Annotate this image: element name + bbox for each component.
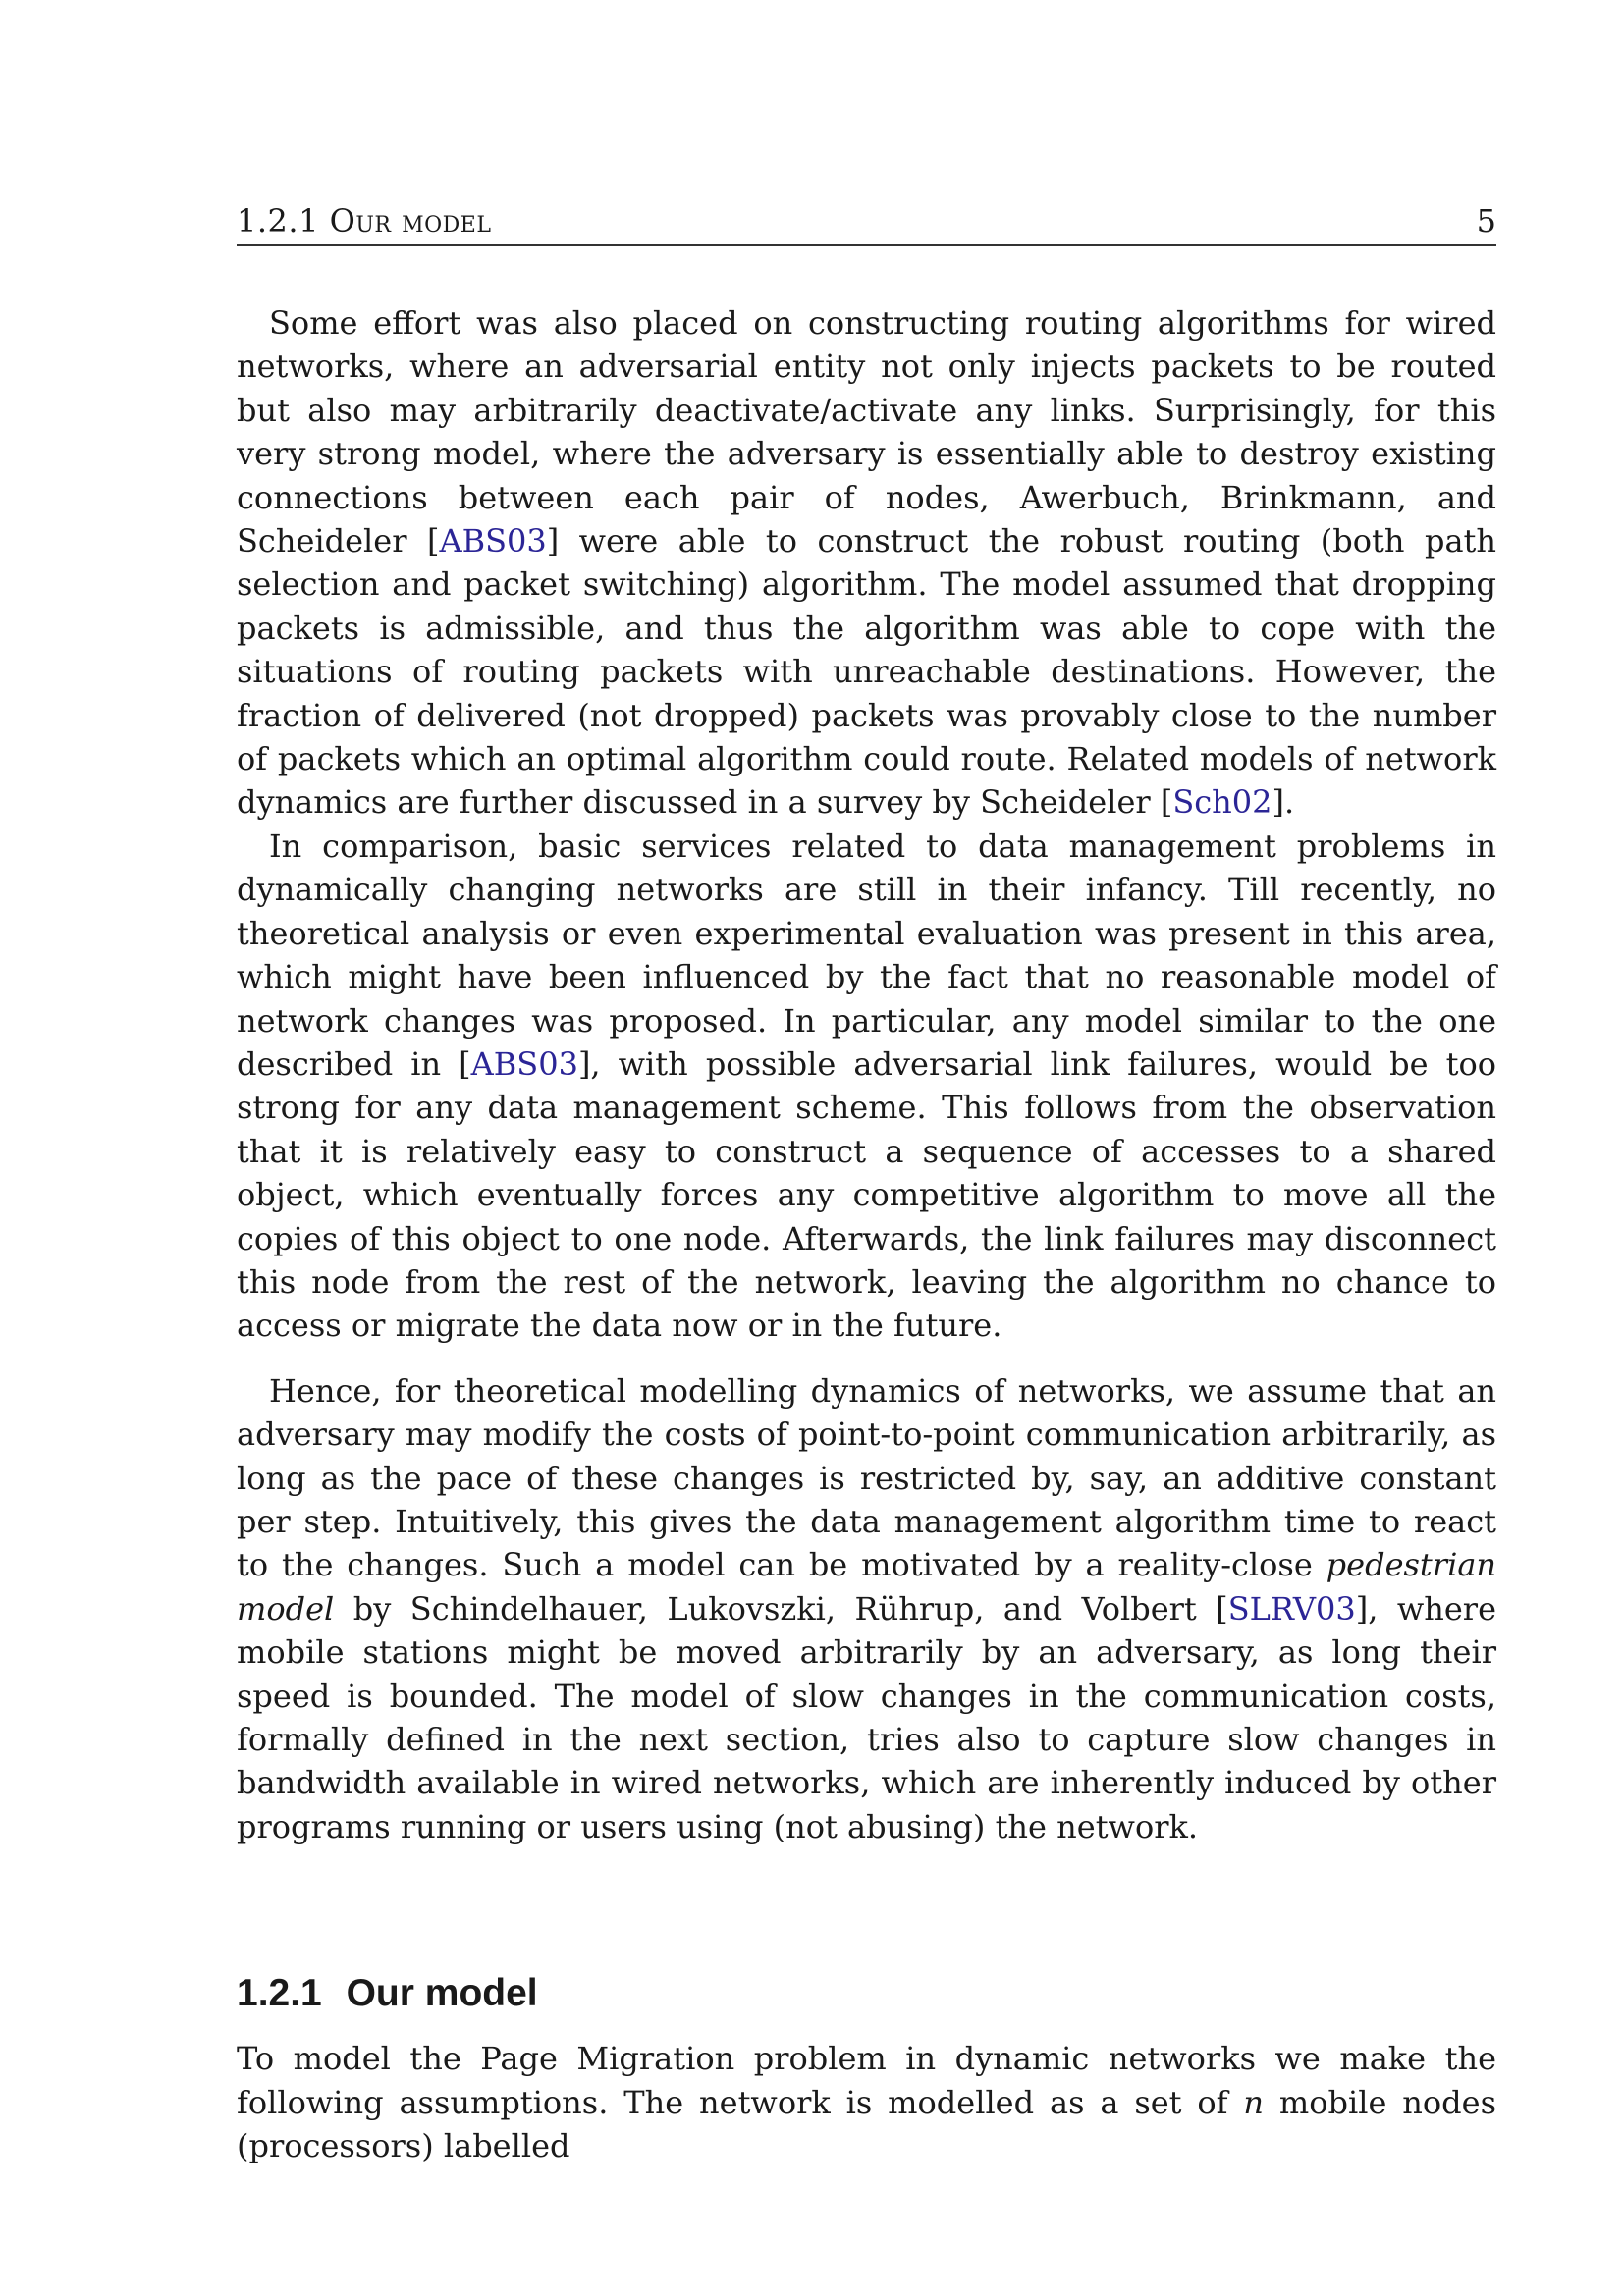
subsection-title: Our model — [346, 1972, 538, 2015]
running-header — [237, 201, 1496, 246]
emphasis-text: pedestrian model — [237, 1546, 1496, 1628]
citation-link[interactable]: ABS03 — [439, 522, 547, 561]
paragraph-list — [237, 301, 1496, 1848]
paragraph: Some effort was also placed on constructing routing algorithms for wired networks, where an adversarial entity not only injects packets to be routed but also may arbitrarily deactivate/activate any links. Surprisingly, for this very strong model, where the adversary is essentially able to destroy existing connections between each pair of nodes, Awerbuch, Brinkmann, and Scheideler [ABS03] were able to construct the robust routing (both path selection and packet switching) algorithm. The model assumed that dropping packets is admissible, and thus the algorithm was able to cope with the situations of routing packets with unreachable destinations. However, the fraction of delivered (not dropped) packets was provably close to the number of packets which an optimal algorithm could route. Related models of network dynamics are further discussed in a survey by Scheideler [Sch02]. — [237, 304, 1497, 822]
page-number: 5 — [1476, 202, 1496, 240]
paragraph-final: To model the Page Migration problem in dynamic networks we make the following assumptions. The network is modelled as a set of n mobile nodes (processors) labelled — [237, 2040, 1497, 2165]
citation-link[interactable]: SLRV03 — [1227, 1589, 1356, 1628]
citation-link[interactable]: ABS03 — [470, 1044, 578, 1083]
emphasis-text: n — [1243, 2083, 1265, 2121]
paragraph: In comparison, basic services related to data management problems in dynamically changing networks are still in their infancy. Till recently, no theoretical analysis or even experimental evaluation was present in this area, which might have been influenced by the fact that no reasonable model of network changes was proposed. In particular, any model similar to the one described in [ABS03], with possible adversarial link failures, would be too strong for any data management scheme. This follows from the observation that it is relatively easy to construct a sequence of accesses to a shared object, which eventually forces any competitive algorithm to move all the copies of this object to one node. Afterwards, the link failures may disconnect this node from the rest of the network, leaving the algorithm no chance to access or migrate the data now or in the future. — [237, 827, 1497, 1345]
page — [237, 201, 1496, 2167]
body-text — [237, 301, 1496, 2167]
subsection-number: 1.2.1 — [237, 1972, 322, 2015]
paragraph: Hence, for theoretical modelling dynamics of networks, we assume that an adversary may modify the costs of point-to-point communication arbitrarily, as long as the pace of these changes is restricted by, say, an additive constant per step. Intuitively, this gives the data management algorithm time to react to the changes. Such a model can be motivated by a reality-close pedestrian model by Schindelhauer, Lukovszki, Rührup, and Volbert [SLRV03], where mobile stations might be moved arbitrarily by an adversary, as long their speed is bounded. The model of slow changes in the communication costs, formally defined in the next section, tries also to capture slow changes in bandwidth available in wired networks, which are inherently induced by other programs running or users using (not abusing) the network. — [237, 1371, 1497, 1845]
running-header-section: 1.2.1 Our model — [237, 202, 492, 240]
citation-link[interactable]: Sch02 — [1172, 783, 1272, 822]
subsection-heading — [237, 1970, 1496, 2017]
